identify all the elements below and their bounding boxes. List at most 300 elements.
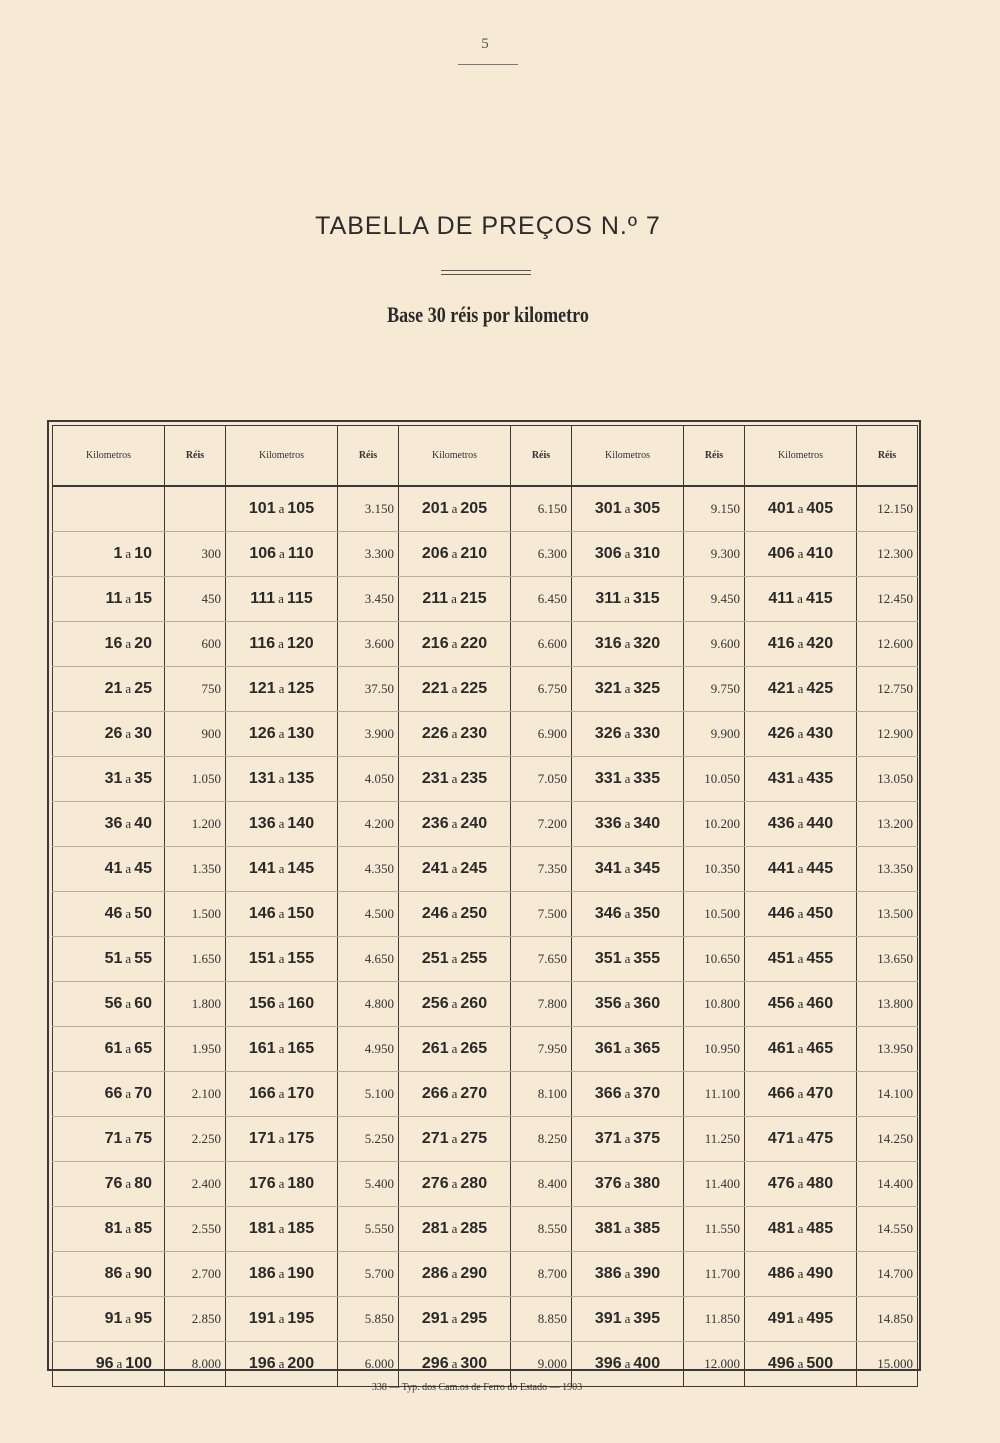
reis-cell: 6.450: [511, 577, 572, 622]
reis-cell: 4.800: [338, 982, 399, 1027]
km-connector: a: [125, 681, 132, 696]
km-end: 455: [806, 950, 834, 967]
km-connector: a: [125, 861, 132, 876]
km-start: 241: [421, 860, 449, 877]
km-end: 350: [633, 905, 661, 922]
km-connector: a: [624, 1266, 631, 1281]
km-end: 85: [134, 1220, 152, 1237]
reis-cell: 4.650: [338, 937, 399, 982]
reis-cell: 8.400: [511, 1162, 572, 1207]
km-connector: a: [451, 951, 458, 966]
km-end: 25: [134, 680, 152, 697]
km-range-cell: [399, 1027, 511, 1072]
km-connector: a: [624, 1356, 631, 1371]
km-start: 461: [767, 1040, 795, 1057]
km-start: 246: [421, 905, 449, 922]
km-connector: a: [278, 1311, 285, 1326]
km-connector: a: [624, 681, 631, 696]
reis-cell: 2.100: [165, 1072, 226, 1117]
km-start: 96: [95, 1355, 114, 1372]
km-range-cell: [399, 1072, 511, 1117]
km-connector: a: [451, 861, 458, 876]
km-range-cell: [572, 892, 684, 937]
km-range-cell: [226, 1117, 338, 1162]
km-start: 66: [104, 1085, 123, 1102]
km-start: 221: [421, 680, 449, 697]
km-end: 165: [287, 1040, 315, 1057]
km-end: 345: [633, 860, 661, 877]
km-range-cell: [745, 712, 857, 757]
km-start: 321: [594, 680, 622, 697]
km-end: 250: [460, 905, 488, 922]
km-connector: a: [278, 591, 284, 606]
km-start: 336: [594, 815, 622, 832]
reis-cell: 13.050: [857, 757, 918, 802]
reis-cell: 12.000: [684, 1342, 745, 1387]
km-range-cell: [226, 712, 338, 757]
km-start: 81: [104, 1220, 123, 1237]
km-connector: a: [451, 1086, 458, 1101]
km-end: 125: [287, 680, 315, 697]
km-start: 206: [421, 545, 449, 562]
km-end: 130: [287, 725, 315, 742]
reis-cell: 6.300: [511, 532, 572, 577]
table-row: [53, 1207, 918, 1252]
km-range-cell: [226, 757, 338, 802]
km-start: 306: [594, 545, 622, 562]
km-range-cell: [745, 892, 857, 937]
km-end: 30: [134, 725, 152, 742]
km-start: 491: [767, 1310, 795, 1327]
km-start: 371: [594, 1130, 622, 1147]
km-start: 481: [767, 1220, 795, 1237]
km-end: 200: [287, 1355, 315, 1372]
km-end: 490: [806, 1265, 834, 1282]
km-range-cell: [226, 532, 338, 577]
reis-cell: 7.800: [511, 982, 572, 1027]
table-row: [53, 1027, 918, 1072]
table-row: [53, 622, 918, 667]
km-start: 111: [250, 590, 276, 607]
km-connector: a: [797, 906, 804, 921]
reis-cell: 450: [165, 577, 226, 622]
km-connector: a: [797, 591, 803, 606]
reis-cell: 750: [165, 667, 226, 712]
km-end: 20: [134, 635, 152, 652]
km-start: 11: [105, 590, 123, 607]
km-range-cell: [53, 486, 165, 532]
km-start: 346: [594, 905, 622, 922]
km-start: 51: [104, 950, 123, 967]
km-start: 141: [248, 860, 276, 877]
km-start: 166: [248, 1085, 276, 1102]
km-start: 196: [248, 1355, 276, 1372]
km-start: 436: [767, 815, 795, 832]
km-range-cell: [745, 982, 857, 1027]
reis-cell: 9.000: [511, 1342, 572, 1387]
km-start: 486: [767, 1265, 795, 1282]
km-connector: a: [116, 1356, 123, 1371]
km-range-cell: [53, 712, 165, 757]
km-start: 401: [767, 500, 795, 517]
km-end: 105: [287, 500, 315, 517]
km-connector: a: [279, 546, 285, 561]
km-range-cell: [399, 622, 511, 667]
km-connector: a: [278, 906, 285, 921]
price-table: [52, 425, 918, 1387]
km-range-cell: [226, 847, 338, 892]
km-range-cell: [53, 982, 165, 1027]
km-connector: a: [278, 1356, 285, 1371]
km-connector: a: [125, 816, 132, 831]
km-start: 286: [421, 1265, 449, 1282]
reis-cell: 9.450: [684, 577, 745, 622]
km-start: 441: [767, 860, 795, 877]
reis-cell: 10.350: [684, 847, 745, 892]
title-rule-top: [441, 270, 531, 271]
reis-cell: 9.150: [684, 486, 745, 532]
reis-cell: 2.850: [165, 1297, 226, 1342]
reis-cell: [165, 486, 226, 532]
table-body: [53, 486, 918, 1387]
km-range-cell: [399, 1162, 511, 1207]
reis-cell: 11.250: [684, 1117, 745, 1162]
km-end: 205: [460, 500, 488, 517]
km-start: 156: [248, 995, 276, 1012]
reis-cell: 2.400: [165, 1162, 226, 1207]
km-start: 411: [768, 590, 795, 607]
km-end: 245: [460, 860, 488, 877]
km-start: 151: [248, 950, 276, 967]
km-range-cell: [226, 982, 338, 1027]
km-connector: a: [624, 951, 631, 966]
reis-cell: 3.600: [338, 622, 399, 667]
km-range-cell: [572, 1297, 684, 1342]
reis-cell: 1.200: [165, 802, 226, 847]
km-end: 430: [806, 725, 834, 742]
km-start: 46: [104, 905, 123, 922]
reis-cell: 9.600: [684, 622, 745, 667]
km-start: 36: [104, 815, 123, 832]
km-range-cell: [399, 486, 511, 532]
km-start: 171: [248, 1130, 276, 1147]
reis-cell: 14.250: [857, 1117, 918, 1162]
km-connector: a: [451, 546, 458, 561]
reis-cell: 11.550: [684, 1207, 745, 1252]
km-end: 145: [287, 860, 315, 877]
reis-cell: 14.850: [857, 1297, 918, 1342]
reis-cell: 7.950: [511, 1027, 572, 1072]
header-kilometros: Kilometros: [53, 426, 165, 487]
km-end: 175: [287, 1130, 315, 1147]
km-start: 236: [421, 815, 449, 832]
km-connector: a: [278, 501, 285, 516]
km-end: 340: [633, 815, 661, 832]
km-range-cell: [226, 1162, 338, 1207]
km-connector: a: [125, 906, 132, 921]
header-reis: Réis: [165, 426, 226, 487]
km-range-cell: [53, 1027, 165, 1072]
reis-cell: 12.900: [857, 712, 918, 757]
km-connector: a: [797, 996, 804, 1011]
km-start: 311: [595, 590, 622, 607]
km-end: 330: [633, 725, 661, 742]
reis-cell: 3.900: [338, 712, 399, 757]
reis-cell: 14.100: [857, 1072, 918, 1117]
km-start: 106: [249, 545, 277, 562]
km-connector: a: [451, 816, 458, 831]
km-end: 425: [806, 680, 834, 697]
km-range-cell: [226, 667, 338, 712]
page-number-rule: [458, 64, 518, 65]
reis-cell: 8.550: [511, 1207, 572, 1252]
km-range-cell: [572, 1342, 684, 1387]
header-reis: Réis: [338, 426, 399, 487]
reis-cell: 12.300: [857, 532, 918, 577]
km-range-cell: [53, 757, 165, 802]
km-range-cell: [572, 1117, 684, 1162]
km-start: 326: [594, 725, 622, 742]
km-end: 230: [460, 725, 488, 742]
km-start: 356: [594, 995, 622, 1012]
km-range-cell: [399, 1342, 511, 1387]
km-start: 301: [594, 500, 622, 517]
km-start: 316: [594, 635, 622, 652]
km-range-cell: [745, 1117, 857, 1162]
km-end: 60: [134, 995, 152, 1012]
reis-cell: 13.350: [857, 847, 918, 892]
km-range-cell: [572, 486, 684, 532]
km-start: 91: [104, 1310, 123, 1327]
km-start: 376: [594, 1175, 622, 1192]
reis-cell: 3.450: [338, 577, 399, 622]
reis-cell: 11.100: [684, 1072, 745, 1117]
reis-cell: 2.250: [165, 1117, 226, 1162]
reis-cell: 3.150: [338, 486, 399, 532]
km-connector: a: [278, 1221, 285, 1236]
km-start: 121: [248, 680, 276, 697]
km-end: 420: [806, 635, 834, 652]
km-range-cell: [53, 847, 165, 892]
km-range-cell: [399, 757, 511, 802]
km-range-cell: [226, 1297, 338, 1342]
km-range-cell: [53, 1207, 165, 1252]
reis-cell: 8.700: [511, 1252, 572, 1297]
km-start: 256: [421, 995, 449, 1012]
reis-cell: 37.50: [338, 667, 399, 712]
km-connector: a: [797, 1131, 804, 1146]
reis-cell: 8.100: [511, 1072, 572, 1117]
km-end: 475: [806, 1130, 834, 1147]
km-connector: a: [278, 726, 285, 741]
reis-cell: 5.250: [338, 1117, 399, 1162]
km-end: 190: [287, 1265, 315, 1282]
km-connector: a: [451, 726, 458, 741]
km-start: 16: [104, 635, 123, 652]
km-range-cell: [226, 1207, 338, 1252]
km-range-cell: [745, 1252, 857, 1297]
km-start: 476: [767, 1175, 795, 1192]
reis-cell: 13.200: [857, 802, 918, 847]
reis-cell: 1.650: [165, 937, 226, 982]
reis-cell: 10.800: [684, 982, 745, 1027]
table-row: [53, 486, 918, 532]
km-end: 410: [806, 545, 834, 562]
reis-cell: 13.800: [857, 982, 918, 1027]
km-connector: a: [797, 1041, 804, 1056]
km-connector: a: [624, 1221, 631, 1236]
km-range-cell: [572, 1162, 684, 1207]
page-subtitle: Base 30 réis por kilometro: [387, 302, 589, 327]
km-start: 366: [594, 1085, 622, 1102]
km-start: 41: [104, 860, 123, 877]
table-row: [53, 1297, 918, 1342]
reis-cell: 12.150: [857, 486, 918, 532]
km-connector: a: [278, 636, 284, 651]
km-start: 446: [767, 905, 795, 922]
km-end: 195: [287, 1310, 315, 1327]
reis-cell: 5.100: [338, 1072, 399, 1117]
km-range-cell: [745, 1297, 857, 1342]
km-start: 406: [767, 545, 795, 562]
header-kilometros: Kilometros: [745, 426, 857, 487]
reis-cell: 6.000: [338, 1342, 399, 1387]
reis-cell: 14.700: [857, 1252, 918, 1297]
km-range-cell: [53, 577, 165, 622]
km-end: 140: [287, 815, 315, 832]
reis-cell: 1.950: [165, 1027, 226, 1072]
km-end: 355: [633, 950, 661, 967]
km-start: 341: [594, 860, 622, 877]
km-end: 45: [134, 860, 152, 877]
km-end: 370: [633, 1085, 661, 1102]
km-range-cell: [53, 1117, 165, 1162]
km-range-cell: [745, 532, 857, 577]
km-start: 176: [248, 1175, 276, 1192]
km-end: 185: [287, 1220, 315, 1237]
km-end: 310: [633, 545, 661, 562]
km-end: 50: [134, 905, 152, 922]
reis-cell: 12.450: [857, 577, 918, 622]
km-connector: a: [624, 1311, 631, 1326]
km-end: 100: [125, 1355, 152, 1372]
table-row: [53, 1162, 918, 1207]
km-connector: a: [797, 1086, 804, 1101]
km-connector: a: [125, 1266, 132, 1281]
km-start: 276: [421, 1175, 449, 1192]
km-connector: a: [797, 951, 804, 966]
km-connector: a: [797, 771, 804, 786]
km-end: 335: [633, 770, 661, 787]
reis-cell: 11.700: [684, 1252, 745, 1297]
reis-cell: 7.500: [511, 892, 572, 937]
table-row: [53, 937, 918, 982]
km-end: 115: [286, 590, 313, 607]
km-start: 426: [767, 725, 795, 742]
reis-cell: 7.200: [511, 802, 572, 847]
km-range-cell: [399, 577, 511, 622]
km-start: 381: [594, 1220, 622, 1237]
table-row: [53, 532, 918, 577]
km-end: 270: [460, 1085, 488, 1102]
table-row: [53, 1117, 918, 1162]
km-range-cell: [53, 622, 165, 667]
km-start: 471: [767, 1130, 795, 1147]
km-range-cell: [572, 622, 684, 667]
reis-cell: 5.550: [338, 1207, 399, 1252]
km-start: 271: [421, 1130, 449, 1147]
km-connector: a: [451, 996, 458, 1011]
km-range-cell: [399, 892, 511, 937]
km-connector: a: [451, 501, 458, 516]
km-connector: a: [797, 861, 804, 876]
km-range-cell: [745, 1027, 857, 1072]
km-end: 435: [806, 770, 834, 787]
reis-cell: 9.900: [684, 712, 745, 757]
table-row: [53, 1252, 918, 1297]
km-connector: a: [624, 591, 630, 606]
km-range-cell: [572, 577, 684, 622]
km-range-cell: [399, 667, 511, 712]
km-range-cell: [226, 1252, 338, 1297]
km-end: 55: [134, 950, 152, 967]
km-range-cell: [572, 847, 684, 892]
km-connector: a: [278, 1041, 285, 1056]
km-end: 485: [806, 1220, 834, 1237]
km-start: 226: [421, 725, 449, 742]
km-end: 395: [633, 1310, 661, 1327]
km-start: 281: [421, 1220, 449, 1237]
km-start: 231: [421, 770, 449, 787]
km-end: 210: [460, 545, 488, 562]
reis-cell: 4.200: [338, 802, 399, 847]
table-row: [53, 847, 918, 892]
km-connector: a: [125, 1311, 132, 1326]
km-connector: a: [624, 546, 631, 561]
header-kilometros: Kilometros: [399, 426, 511, 487]
reis-cell: 4.950: [338, 1027, 399, 1072]
reis-cell: 7.050: [511, 757, 572, 802]
km-connector: a: [451, 1131, 458, 1146]
km-range-cell: [572, 1072, 684, 1117]
km-connector: a: [624, 906, 631, 921]
reis-cell: 10.200: [684, 802, 745, 847]
km-range-cell: [399, 982, 511, 1027]
km-start: 251: [421, 950, 449, 967]
km-connector: a: [278, 771, 285, 786]
km-end: 120: [286, 635, 314, 652]
km-end: 320: [633, 635, 661, 652]
km-connector: a: [624, 816, 631, 831]
header-kilometros: Kilometros: [572, 426, 684, 487]
km-end: 385: [633, 1220, 661, 1237]
table-row: [53, 982, 918, 1027]
km-start: 61: [104, 1040, 123, 1057]
km-end: 65: [134, 1040, 152, 1057]
km-range-cell: [53, 802, 165, 847]
table-row: [53, 577, 918, 622]
km-end: 95: [134, 1310, 152, 1327]
km-connector: a: [125, 1221, 132, 1236]
km-connector: a: [125, 726, 132, 741]
km-end: 465: [806, 1040, 834, 1057]
km-connector: a: [278, 681, 285, 696]
km-range-cell: [745, 577, 857, 622]
km-end: 40: [134, 815, 152, 832]
km-end: 110: [287, 545, 314, 562]
km-end: 450: [806, 905, 834, 922]
km-connector: a: [451, 906, 458, 921]
